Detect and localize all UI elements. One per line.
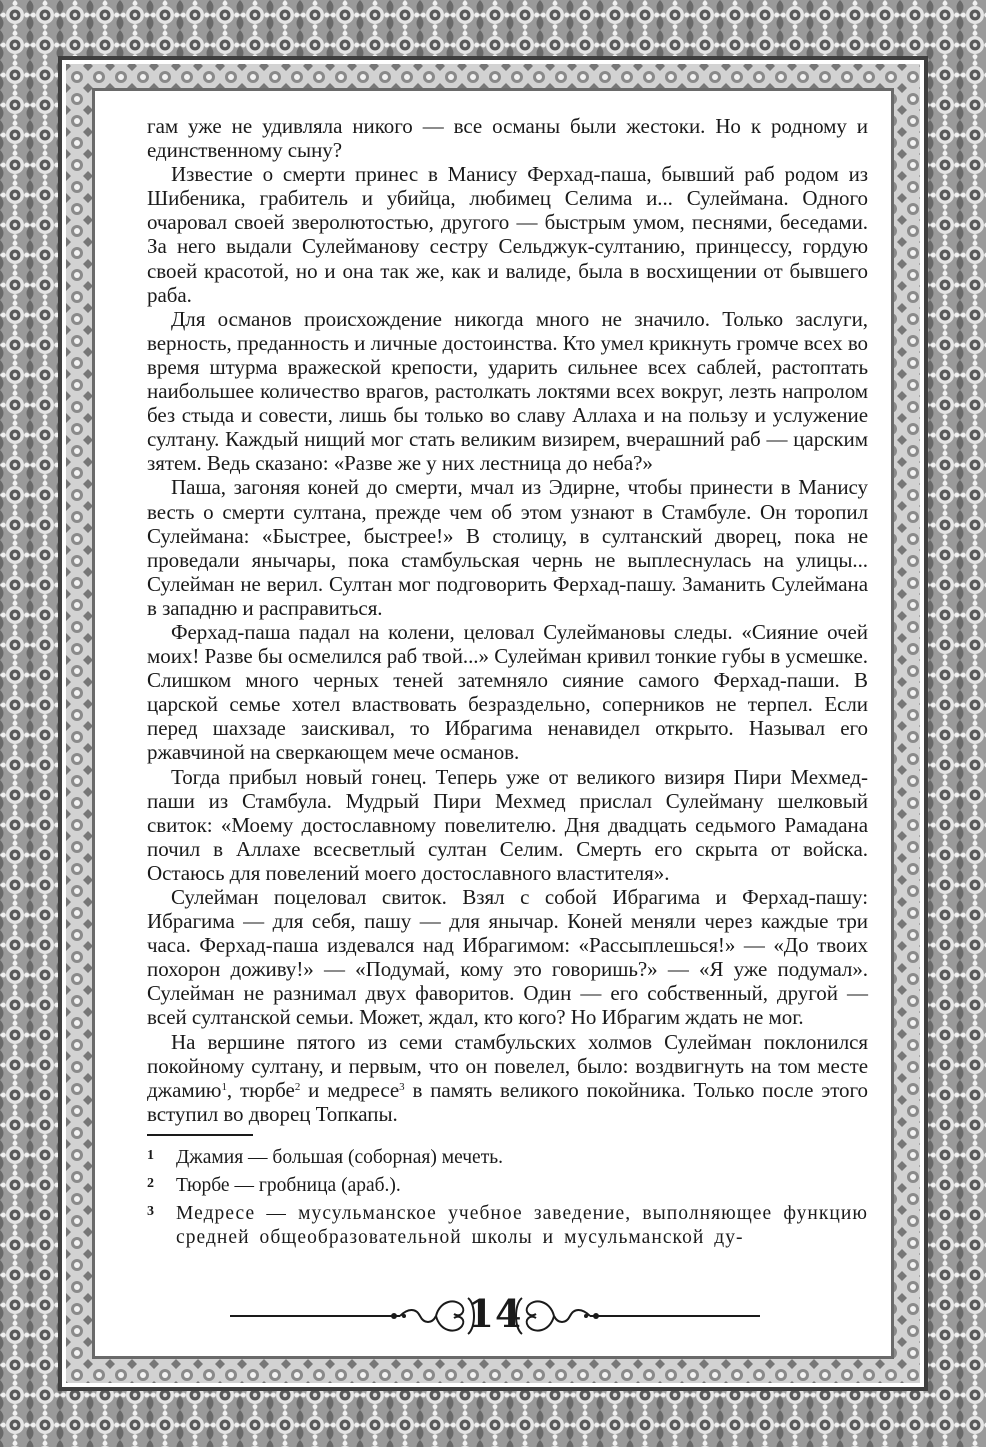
footnote-number: 1 — [147, 1147, 154, 1163]
paragraph-8-part-3: и медресе — [300, 1077, 400, 1102]
footnote-2 — [147, 1174, 868, 1198]
page-text-block — [147, 114, 868, 1254]
footnote-ref-2[interactable]: 2 — [294, 1080, 301, 1093]
footnote-ref-3[interactable]: 3 — [399, 1080, 405, 1093]
footnote-number: 3 — [147, 1203, 154, 1219]
paragraph-5: Ферхад-паша падал на колени, целовал Сулеймановы следы. «Сияние очей моих! Разве бы осмелился раб твой...» Сулейман кривил тонкие губы в усмешке. Слишком много черных теней затемняло сияние самого Ферхад-паши. В царской семье хотел властвовать безраздельно, соперников не терпел. Если перед шахзаде заискивал, то Ибрагима ненавидел открыто. Называл его ржавчиной на сверкающем мече османов. — [147, 619, 868, 765]
paragraph-3: Для османов происхождение никогда много не значило. Только заслуги, верность, преданность и личные достоинства. Кто умел крикнуть громче всех во время штурма вражеской крепости, ударить сильнее всех саблей, растоптать наибольшее количество врагов, растолкать локтями всех вокруг, лезть напролом без стыда и совести, лишь бы только во славу Аллаха и на пользу и услужение султану. Каждый нищий мог стать великим визирем, вчерашний раб — царским зятем. Ведь сказано: «Разве же у них лестница до неба?» — [147, 306, 868, 476]
paragraph-8-part-4: в память великого покойника. Только после этого вступил во дворец Топкапы. — [147, 1077, 868, 1126]
footnote-text: Тюрбе — гробница (араб.). — [176, 1174, 401, 1196]
footnote-number: 2 — [147, 1175, 154, 1191]
paragraph-7: Сулейман поцеловал свиток. Взял с собой Ибрагима и Ферхад-пашу: Ибрагима — для себя, пашу — для янычар. Коней меняли через каждые три часа. Ферхад-паша издевался над Ибрагимом: «Рассыплешься!» — «До твоих похорон доживу!» — «Подумай, кому это говоришь?» — «Я уже подумал». Сулейман не разнимал двух фаворитов. Один — его собственный, другой — всей султанской семьи. Может, ждал, кто кого? Но Ибрагим ждать не мог. — [147, 885, 868, 1030]
paragraph-8-part-1: На вершине пятого из семи стамбульских холмов Сулейман поклонился покойному султану, и первым, что он повелел, было: воздвигнуть на том месте джамию — [147, 1029, 868, 1102]
footnote-divider — [147, 1134, 253, 1136]
paragraph-1: гам уже не удивляла никого — все османы были жестоки. Но к родному и единственному сыну? — [147, 114, 868, 163]
footnote-3 — [147, 1202, 868, 1250]
footnote-1 — [147, 1146, 868, 1170]
footnote-ref-1[interactable]: 1 — [221, 1080, 227, 1093]
paragraph-4: Паша, загоняя коней до смерти, мчал из Эдирне, чтобы принести в Манису весть о смерти султана, прежде чем об этом узнают в Стамбуле. Он торопил Сулеймана: «Быстрее, быстрее!» В столицу, в султанский дворец, пока не проведали янычары, пока стамбульская чернь не выплеснулась на улицы... Сулейман не верил. Султан мог подговорить Ферхад-пашу. Заманить Сулеймана в западню и расправиться. — [147, 475, 868, 620]
paragraph-8-part-2: , тюрбе — [226, 1077, 295, 1102]
page-number: 14 — [467, 1291, 523, 1336]
footnote-text: Джамия — большая (соборная) мечеть. — [176, 1146, 503, 1168]
paragraph-2: Известие о смерти принес в Манису Ферхад-паша, бывший раб родом из Шибеника, грабитель и убийца, любимец Селима и... Сулеймана. Одного очаровал своей зверолютостью, другого — быстрым умом, песнями, беседами. За него выдали Сулейманову сестру Сельджук-султанию, принцессу, гордую своей красотой, но и она так же, как и валиде, была в восхищении от бывшего раба. — [147, 162, 868, 307]
footnote-text: Медресе — мусульманское учебное заведение, выполняющее функцию средней общеобразовательной школы и мусульманской ду- — [176, 1202, 868, 1248]
paragraph-6: Тогда прибыл новый гонец. Теперь уже от великого визиря Пири Мехмед-паши из Стамбула. Мудрый Пири Мехмед прислал Сулейману шелковый свиток: «Моему достославному повелителю. Дня двадцать седьмого Рамадана почил в Аллахе всесветлый султан Селим. Смерть его скрыта от войска. Остаюсь для повелений моего достославного властителя». — [147, 764, 868, 885]
paragraph-8 — [147, 1030, 868, 1126]
